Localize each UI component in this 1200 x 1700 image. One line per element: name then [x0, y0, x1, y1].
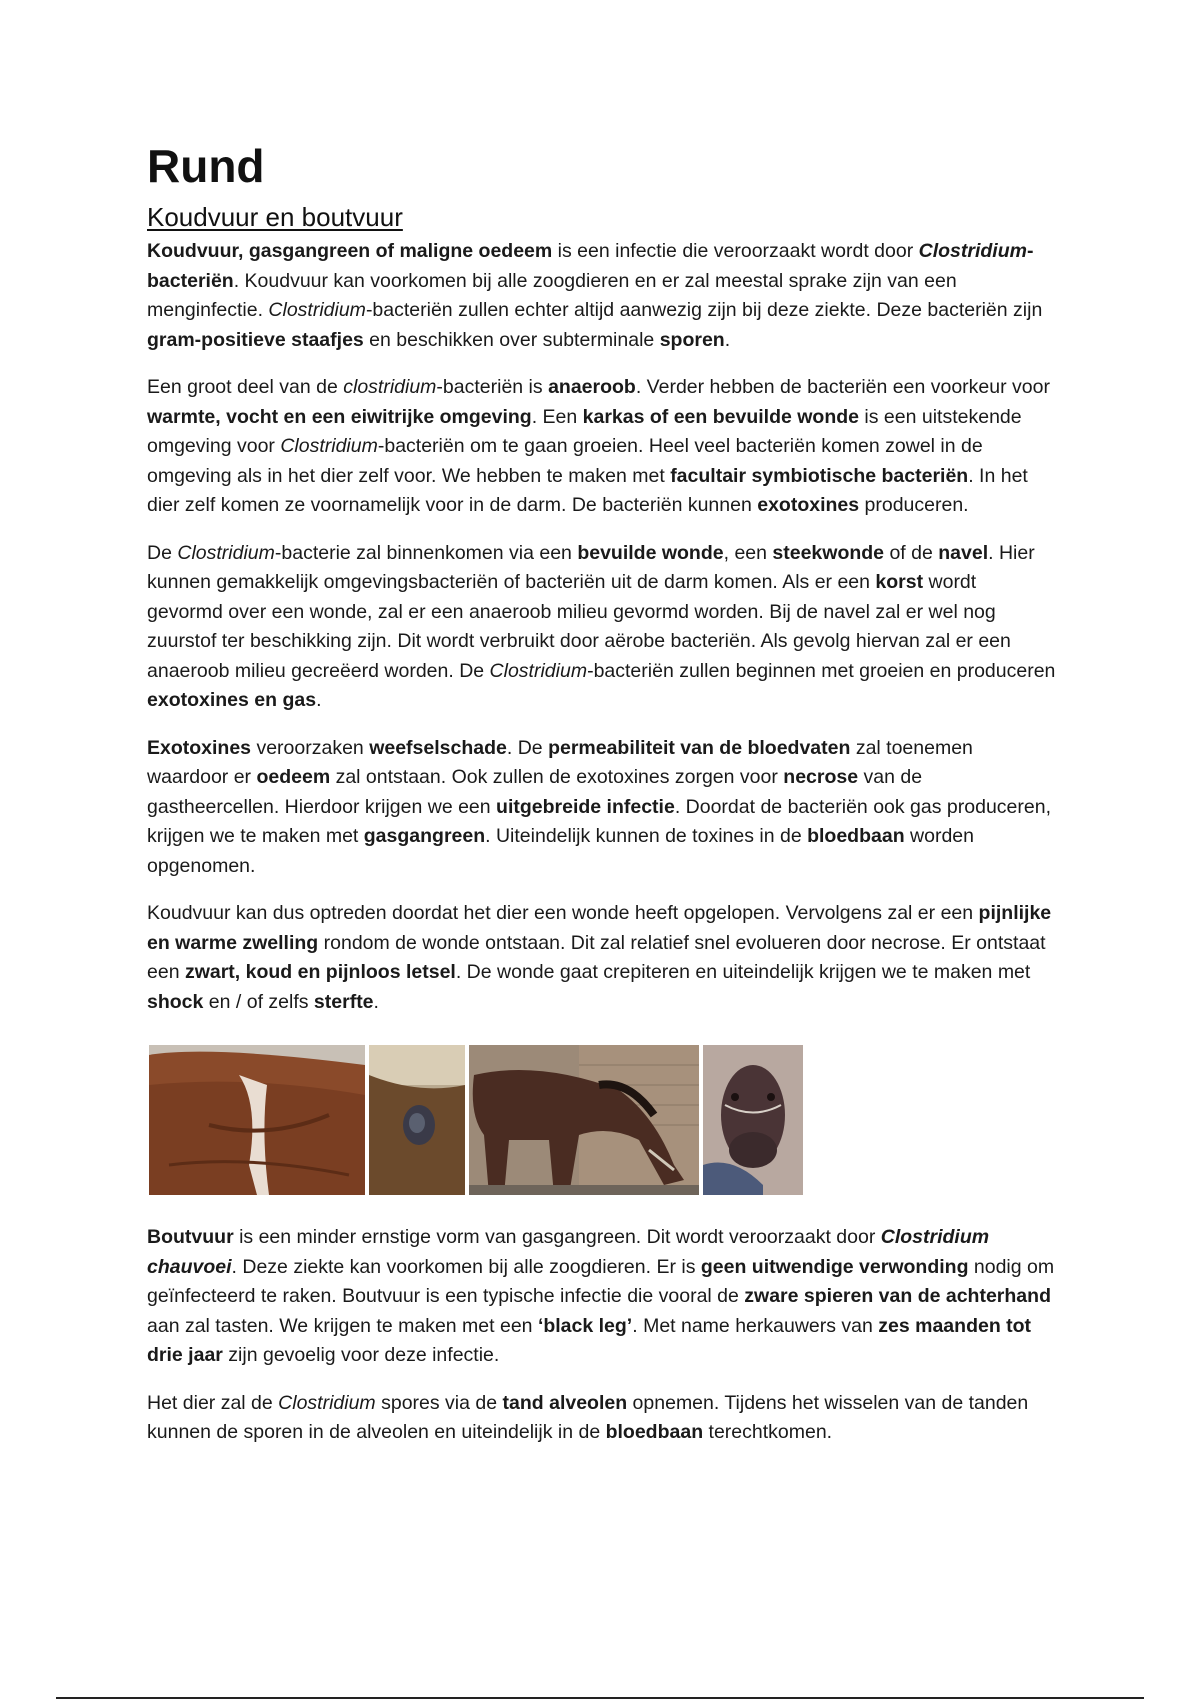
- document-page: [147, 140, 1057, 1466]
- section-heading: Koudvuur en boutvuur: [147, 201, 403, 232]
- text-run: . De: [506, 736, 549, 759]
- text-run: . Verder hebben de bacteriën een voorkeur voor: [635, 376, 1050, 399]
- emphasized-text: facultair symbiotische bacteriën: [670, 464, 969, 487]
- page-bottom-rule: [56, 1697, 1144, 1699]
- text-run: is een minder ernstige vorm van gasgangreen. Dit wordt veroorzaakt door: [233, 1226, 881, 1249]
- text-run: rondom de wonde ontstaan. Dit zal relatief snel evolueren door necrose. Er ontstaat een: [147, 931, 1046, 984]
- text-run: . Doordat de bacteriën ook gas produceren, krijgen we te maken met: [147, 795, 1051, 848]
- emphasized-text: Clostridium: [489, 659, 588, 682]
- text-run: -bacterie zal binnenkomen via een: [274, 541, 578, 564]
- emphasized-text: Exotoxines: [147, 736, 252, 759]
- emphasized-text: steekwonde: [772, 541, 885, 564]
- emphasized-text: ‘black leg’: [537, 1314, 633, 1337]
- emphasized-text: warmte, vocht en een eiwitrijke omgeving: [147, 405, 532, 428]
- emphasized-text: bloedbaan: [605, 1421, 704, 1444]
- text-run: en beschikken over subterminale: [363, 328, 660, 351]
- emphasized-text: permeabiliteit van de bloedvaten: [548, 736, 851, 759]
- page-title: Rund: [147, 140, 265, 192]
- emphasized-text: zware spieren van de achterhand: [744, 1285, 1051, 1308]
- text-run: -bacteriën zullen beginnen met groeien en produceren: [587, 659, 1056, 682]
- paragraph: [147, 237, 1057, 355]
- emphasized-text: gasgangreen: [363, 825, 486, 848]
- text-run: spores via de: [375, 1391, 503, 1414]
- emphasized-text: tand alveolen: [502, 1391, 628, 1414]
- emphasized-text: sporen: [659, 328, 725, 351]
- horse-face-photo: [703, 1045, 803, 1195]
- paragraph: [147, 373, 1057, 521]
- emphasized-text: oedeem: [256, 766, 331, 789]
- emphasized-text: gram-positieve staafjes: [147, 328, 364, 351]
- text-run: worden opgenomen.: [147, 825, 974, 877]
- emphasized-text: uitgebreide infectie: [496, 795, 675, 818]
- emphasized-text: necrose: [783, 766, 859, 789]
- horse-lesion-photo: [369, 1045, 465, 1195]
- emphasized-text: karkas of een bevuilde wonde: [582, 405, 859, 428]
- text-run: Koudvuur kan dus optreden doordat het dier een wonde heeft opgelopen. Vervolgens zal er een: [147, 902, 979, 925]
- emphasized-text: sterfte: [313, 990, 374, 1013]
- text-run: -bacteriën zullen echter altijd aanwezig zijn bij deze ziekte. Deze bacteriën zijn: [365, 299, 1043, 322]
- text-run: en / of zelfs: [203, 990, 314, 1013]
- text-run: is een uitstekende omgeving voor: [147, 405, 1022, 458]
- text-run: .: [316, 689, 322, 712]
- text-run: . De wonde gaat crepiteren en uiteindelijk krijgen we te maken met: [455, 961, 1031, 984]
- emphasized-text: Clostridium: [268, 299, 366, 322]
- emphasized-text: pijnlijke en warme zwelling: [147, 902, 1052, 954]
- text-run: . Met name herkauwers van: [632, 1314, 879, 1337]
- text-run: aan zal tasten. We krijgen te maken met een: [147, 1314, 538, 1337]
- emphasized-text: Clostridium: [278, 1391, 376, 1414]
- emphasized-text: anaeroob: [548, 376, 636, 399]
- emphasized-text: Clostridium: [177, 541, 275, 564]
- photo-strip: [149, 1045, 1057, 1195]
- text-run: De: [147, 541, 178, 564]
- text-run: terechtkomen.: [703, 1421, 833, 1444]
- emphasized-text: exotoxines: [757, 494, 860, 517]
- text-run: veroorzaken: [251, 736, 370, 759]
- text-run: . Hier kunnen gemakkelijk omgevingsbacteriën of bacteriën uit de darm komen. Als er een: [147, 541, 1035, 594]
- emphasized-text: Clostridium: [280, 435, 378, 458]
- text-run: , een: [723, 541, 773, 564]
- emphasized-text: bevuilde wonde: [577, 541, 724, 564]
- paragraph: [147, 899, 1057, 1017]
- text-run: . Deze ziekte kan voorkomen bij alle zoogdieren. Er is: [231, 1255, 701, 1278]
- emphasized-text: shock: [147, 990, 204, 1013]
- paragraph: [147, 1389, 1057, 1448]
- text-run: wordt gevormd over een wonde, zal er een anaeroob milieu gevormd worden. Bij de navel zal er wel nog zuurstof ter beschikking zijn. Dit wordt verbruikt door aërobe bacteriën. Als gevolg hiervan zal er een anaeroob milieu gecreëerd worden. De: [147, 571, 1011, 682]
- text-run: . Koudvuur kan voorkomen bij alle zoogdieren en er zal meestal sprake zijn van een menginfectie.: [147, 269, 957, 322]
- text-run: . In het dier zelf komen ze voornamelijk voor in de darm. De bacteriën kunnen: [147, 464, 1028, 517]
- emphasized-text: zes maanden tot drie jaar: [147, 1314, 1032, 1367]
- emphasized-text: clostridium: [343, 376, 437, 399]
- text-run: . Een: [531, 405, 583, 428]
- emphasized-text: exotoxines en gas: [147, 689, 317, 712]
- emphasized-text: weefselschade: [369, 736, 507, 759]
- text-run: Een groot deel van de: [147, 376, 344, 399]
- emphasized-text: Clostridium chauvoei: [147, 1226, 990, 1278]
- horse-flank-photo: [149, 1045, 365, 1195]
- emphasized-text: -bacteriën: [147, 240, 1034, 292]
- horse-standing-photo: [469, 1045, 699, 1195]
- text-run: nodig om geïnfecteerd te raken. Boutvuur is een typische infectie die vooral de: [147, 1255, 1055, 1308]
- emphasized-text: Koudvuur, gasgangreen of maligne oedeem: [147, 240, 553, 263]
- body-text-before: [147, 237, 1057, 1017]
- emphasized-text: korst: [875, 571, 924, 594]
- text-run: .: [724, 328, 731, 351]
- paragraph: [147, 1223, 1057, 1371]
- paragraph: [147, 539, 1057, 716]
- text-run: zijn gevoelig voor deze infectie.: [222, 1344, 500, 1367]
- text-run: . Uiteindelijk kunnen de toxines in de: [485, 825, 808, 848]
- text-run: van de gastheercellen. Hierdoor krijgen we een: [147, 766, 923, 818]
- text-run: -bacteriën is: [436, 376, 549, 399]
- text-run: opnemen. Tijdens het wisselen van de tanden kunnen de sporen in de alveolen en uiteindelijk in de: [147, 1391, 1029, 1444]
- emphasized-text: navel: [938, 541, 989, 564]
- text-run: of de: [884, 541, 939, 564]
- text-run: zal ontstaan. Ook zullen de exotoxines zorgen voor: [330, 766, 784, 789]
- emphasized-text: geen uitwendige verwonding: [700, 1255, 969, 1278]
- text-run: zal toenemen waardoor er: [147, 736, 973, 789]
- emphasized-text: Boutvuur: [147, 1226, 234, 1249]
- text-run: Het dier zal de: [147, 1391, 279, 1414]
- body-text-after: [147, 1223, 1057, 1448]
- text-run: produceren.: [859, 494, 969, 517]
- text-run: -bacteriën om te gaan groeien. Heel veel bacteriën komen zowel in de omgeving als in het dier zelf voor. We hebben te maken met: [147, 435, 983, 487]
- text-run: .: [373, 990, 379, 1013]
- emphasized-text: bloedbaan: [807, 825, 905, 848]
- emphasized-text: Clostridium: [918, 240, 1027, 263]
- text-run: is een infectie die veroorzaakt wordt door: [552, 240, 919, 263]
- emphasized-text: zwart, koud en pijnloos letsel: [184, 961, 456, 984]
- paragraph: [147, 734, 1057, 882]
